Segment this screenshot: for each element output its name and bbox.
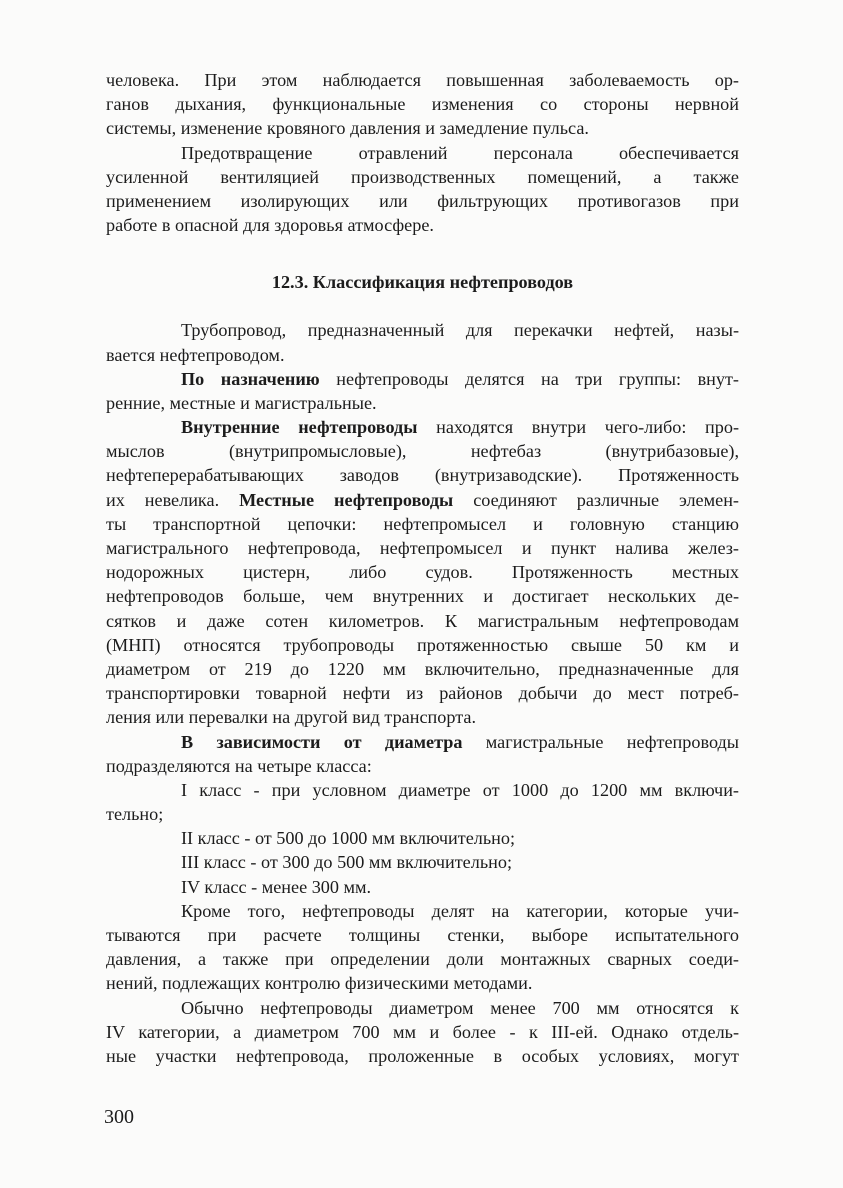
text-line: Трубопровод, предназначенный для перекачки нефтей, назы- [181, 320, 739, 341]
text-line: В зависимости от диаметра магистральные нефтепроводы [181, 731, 739, 752]
text-line: Предотвращение отравлений персонала обеспечивается [181, 142, 739, 163]
list-item: тельно; [106, 804, 164, 825]
list-item: IV класс - менее 300 мм. [181, 876, 372, 897]
text-line: мыслов (внутрипромысловые), нефтебаз (внутрибазовые), [106, 441, 739, 462]
text-line: нефтепроводов больше, чем внутренних и достигает нескольких де- [106, 586, 739, 607]
text-line: ления или перевалки на другой вид транспорта. [106, 707, 477, 728]
text-line: сятков и даже сотен километров. К магистральным нефтепроводам [106, 610, 739, 631]
text-line: ренние, местные и магистральные. [106, 392, 377, 413]
text-line: их невелика. Местные нефтепроводы соединяют различные элемен- [106, 489, 739, 510]
bold-term: По назначению [181, 368, 320, 389]
bold-term: В зависимости от диаметра [181, 731, 463, 752]
text-line: вается нефтепроводом. [106, 344, 285, 365]
text-line: магистрального нефтепровода, нефтепромысел и пункт налива желез- [106, 538, 739, 558]
text-line: ганов дыхания, функциональные изменения со стороны нервной [106, 94, 739, 115]
paragraph-definition [106, 318, 739, 366]
text-line: (МНП) относятся трубопроводы протяженностью свыше 50 км и [106, 634, 739, 655]
text-line: ные участки нефтепровода, проложенные в особых условиях, могут [106, 1045, 739, 1066]
text-line: давления, а также при определении доли монтажных сварных соеди- [106, 949, 739, 970]
paragraph-internal-local [106, 415, 739, 729]
bold-term: Местные нефтепроводы [239, 489, 454, 510]
text-line: Кроме того, нефтепроводы делят на категории, которые учи- [181, 900, 739, 921]
class-list [106, 778, 739, 899]
paragraph-usually [106, 996, 739, 1069]
text-line: работе в опасной для здоровья атмосфере. [106, 215, 434, 236]
list-item: III класс - от 300 до 500 мм включительно; [181, 852, 513, 873]
text-line: применением изолирующих или фильтрующих противогазов при [106, 190, 739, 211]
text-line: Обычно нефтепроводы диаметром менее 700 мм относятся к [181, 997, 739, 1018]
paragraph-respiratory [106, 68, 739, 141]
paragraph-categories [106, 899, 739, 996]
text-line: Внутренние нефтепроводы находятся внутри чего-либо: про- [181, 417, 739, 438]
text-line: человека. При этом наблюдается повышенная заболеваемость ор- [106, 70, 739, 90]
text-line: нефтеперерабатывающих заводов (внутризаводские). Протяженность [106, 465, 739, 486]
text-line: диаметром от 219 до 1220 мм включительно, предназначенные для [106, 658, 739, 679]
text-line: ты транспортной цепочки: нефтепромысел и головную станцию [106, 513, 739, 534]
text-line: системы, изменение кровяного давления и замедление пульса. [106, 118, 589, 139]
text-line: усиленной вентиляцией производственных помещений, а также [106, 166, 739, 187]
paragraph-by-purpose [106, 367, 739, 415]
paragraph-by-diameter [106, 730, 739, 778]
text-line: нодорожных цистерн, либо судов. Протяженность местных [106, 562, 739, 583]
text-line: По назначению нефтепроводы делятся на три группы: внут- [181, 368, 739, 389]
list-item: I класс - при условном диаметре от 1000 до 1200 мм включи- [181, 779, 739, 800]
text-line: тываются при расчете толщины стенки, выборе испытательного [106, 925, 739, 945]
page-number: 300 [104, 1106, 134, 1128]
bold-term: Внутренние нефтепроводы [181, 417, 418, 438]
text-line: IV категории, а диаметром 700 мм и более - к III-ей. Однако отдель- [106, 1021, 739, 1042]
paragraph-prevention [106, 141, 739, 238]
text-line: нений, подлежащих контролю физическими методами. [106, 973, 533, 994]
text-line: подразделяются на четыре класса: [106, 755, 372, 776]
section-heading: 12.3. Классификация нефтепроводов [271, 272, 574, 293]
list-item: II класс - от 500 до 1000 мм включительно; [181, 828, 516, 849]
page-body [106, 68, 739, 1068]
text-line: транспортировки товарной нефти из районов добычи до мест потреб- [106, 683, 739, 704]
